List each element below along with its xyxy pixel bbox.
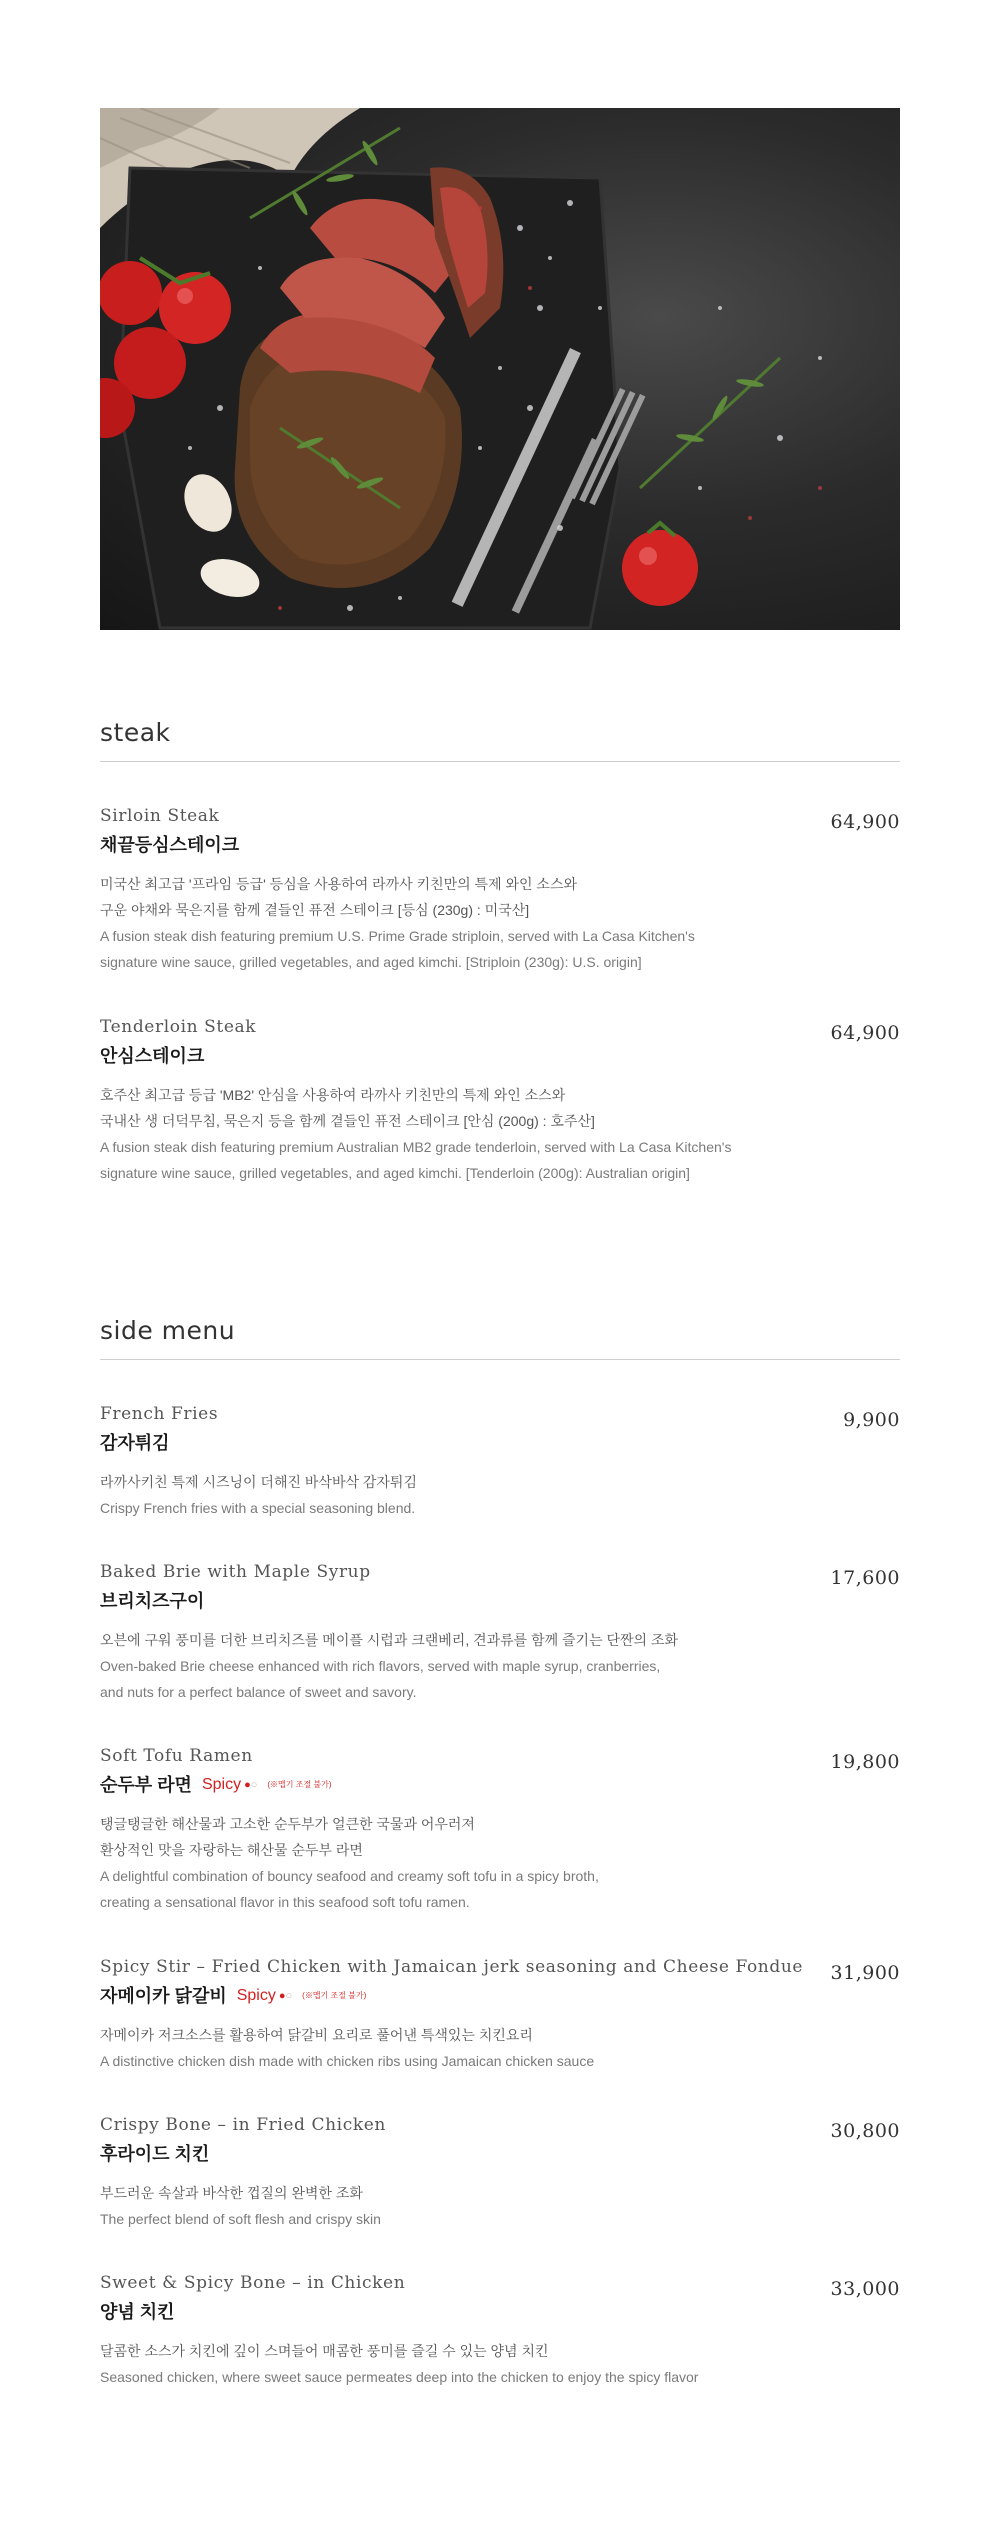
desc-english-line: A distinctive chicken dish made with chicken ribs using Jamaican chicken sauce [100, 2053, 595, 2069]
item-korean-name-text: 감자튀김 [100, 1433, 170, 1453]
item-english-name: Baked Brie with Maple Syrup [100, 1562, 371, 1582]
desc-english-line: and nuts for a perfect balance of sweet and savory. [100, 1684, 417, 1700]
desc-korean-line: 호주산 최고급 등급 'MB2' 안심을 사용하여 라까사 키친만의 특제 와인 소스와 [100, 1087, 566, 1103]
desc-english-line: Oven-baked Brie cheese enhanced with rich flavors, served with maple syrup, cranberries, [100, 1658, 661, 1674]
spicy-level-icon: ●○ [278, 1990, 293, 2002]
desc-english-line: Crispy French fries with a special seasoning blend. [100, 1500, 416, 1516]
desc-korean-line: 오븐에 구워 풍미를 더한 브리치즈를 메이플 시럽과 크랜베리, 견과류를 함께 즐기는 단짠의 조화 [100, 1632, 678, 1648]
item-description [100, 1469, 900, 1521]
menu-item-jamaican-chicken [100, 1956, 900, 2074]
item-price: 33,000 [830, 2278, 900, 2300]
desc-korean-line: 자메이카 저크소스를 활용하여 닭갈비 요리로 풀어낸 특색있는 치킨요리 [100, 2027, 533, 2043]
spicy-note: (※맵기 조절 불가) [267, 1780, 332, 1789]
desc-korean-line: 구운 야채와 묵은지를 함께 곁들인 퓨전 스테이크 [등심 (230g) : 미국산] [100, 902, 530, 918]
desc-english-line: A delightful combination of bouncy seafood and creamy soft tofu in a spicy broth, [100, 1868, 599, 1884]
item-english-name: Tenderloin Steak [100, 1017, 257, 1037]
menu-item-fried-chicken [100, 2114, 900, 2232]
item-korean-name [100, 1984, 900, 2008]
menu-item-tenderloin-steak [100, 1016, 900, 1186]
item-price: 64,900 [830, 811, 900, 833]
desc-english-line: A fusion steak dish featuring premium U.S. Prime Grade striploin, served with La Casa Kitchen's [100, 928, 695, 944]
desc-english-line: The perfect blend of soft flesh and crispy skin [100, 2211, 381, 2227]
desc-korean-line: 라까사키친 특제 시즈닝이 더해진 바삭바삭 감자튀김 [100, 1474, 417, 1490]
item-price: 31,900 [830, 1962, 900, 1984]
item-price: 19,800 [830, 1751, 900, 1773]
item-korean-name-text: 안심스테이크 [100, 1046, 205, 1066]
item-description [100, 1082, 900, 1186]
steak-hero-image [100, 108, 900, 630]
item-english-name: Crispy Bone – in Fried Chicken [100, 2115, 386, 2135]
item-korean-name-text: 채끝등심스테이크 [100, 835, 240, 855]
item-description [100, 2338, 900, 2390]
item-korean-name-text: 후라이드 치킨 [100, 2144, 210, 2164]
desc-english-line: Seasoned chicken, where sweet sauce permeates deep into the chicken to enjoy the spicy flavor [100, 2369, 699, 2385]
desc-english-line: A fusion steak dish featuring premium Australian MB2 grade tenderloin, served with La Casa Kitchen's [100, 1139, 732, 1155]
item-korean-name [100, 1044, 900, 1068]
spicy-level-icon: ●○ [244, 1779, 258, 1791]
desc-english-line: signature wine sauce, grilled vegetables, and aged kimchi. [Striploin (230g): U.S. origin] [100, 954, 642, 970]
item-english-name: Sirloin Steak [100, 806, 220, 826]
item-price: 9,900 [843, 1409, 900, 1431]
spicy-label: Spicy [236, 1987, 276, 2004]
item-description [100, 1627, 900, 1705]
section-title-steak: steak [100, 718, 900, 762]
spicy-note: (※맵기 조절 불가) [302, 1991, 367, 2000]
item-korean-name-text: 자메이카 닭갈비 [100, 1986, 227, 2006]
item-description [100, 2180, 900, 2232]
item-korean-name-text: 순두부 라면 [100, 1775, 192, 1795]
item-korean-name-text: 양념 치킨 [100, 2302, 175, 2322]
item-korean-name [100, 2300, 900, 2324]
menu-item-sirloin-steak [100, 805, 900, 975]
spicy-label: Spicy [201, 1776, 242, 1793]
menu-item-seasoned-chicken [100, 2272, 900, 2390]
desc-english-line: creating a sensational flavor in this seafood soft tofu ramen. [100, 1894, 470, 1910]
item-description [100, 1811, 900, 1915]
desc-english-line: signature wine sauce, grilled vegetables, and aged kimchi. [Tenderloin (200g): Australian origin] [100, 1165, 690, 1181]
desc-korean-line: 탱글탱글한 해산물과 고소한 순두부가 얼큰한 국물과 어우러져 [100, 1816, 475, 1832]
item-english-name: Spicy Stir – Fried Chicken with Jamaican jerk seasoning and Cheese Fondue [100, 1957, 804, 1977]
item-korean-name [100, 1431, 900, 1455]
desc-korean-line: 국내산 생 더덕무침, 묵은지 등을 함께 곁들인 퓨전 스테이크 [안심 (200g) : 호주산] [100, 1113, 595, 1129]
desc-korean-line: 환상적인 맛을 자랑하는 해산물 순두부 라면 [100, 1842, 363, 1858]
menu-item-french-fries [100, 1403, 900, 1521]
item-korean-name [100, 833, 900, 857]
item-price: 17,600 [830, 1567, 900, 1589]
item-price: 64,900 [830, 1022, 900, 1044]
menu-item-soft-tofu-ramen [100, 1745, 900, 1915]
desc-korean-line: 미국산 최고급 '프라임 등급' 등심을 사용하여 라까사 키친만의 특제 와인 소스와 [100, 876, 578, 892]
desc-korean-line: 달콤한 소스가 치킨에 깊이 스며들어 매콤한 풍미를 즐길 수 있는 양념 치킨 [100, 2343, 549, 2359]
item-korean-name-text: 브리치즈구이 [100, 1591, 205, 1611]
item-korean-name [100, 1773, 900, 1797]
item-description [100, 2022, 900, 2074]
steak-illustration [100, 108, 900, 630]
item-description [100, 871, 900, 975]
item-english-name: Soft Tofu Ramen [100, 1746, 253, 1766]
item-korean-name [100, 1589, 900, 1613]
item-english-name: Sweet & Spicy Bone – in Chicken [100, 2273, 406, 2293]
menu-item-baked-brie [100, 1561, 900, 1705]
section-title-side-menu: side menu [100, 1316, 900, 1360]
item-korean-name [100, 2142, 900, 2166]
item-english-name: French Fries [100, 1404, 219, 1424]
desc-korean-line: 부드러운 속살과 바삭한 껍질의 완벽한 조화 [100, 2185, 363, 2201]
item-price: 30,800 [830, 2120, 900, 2142]
